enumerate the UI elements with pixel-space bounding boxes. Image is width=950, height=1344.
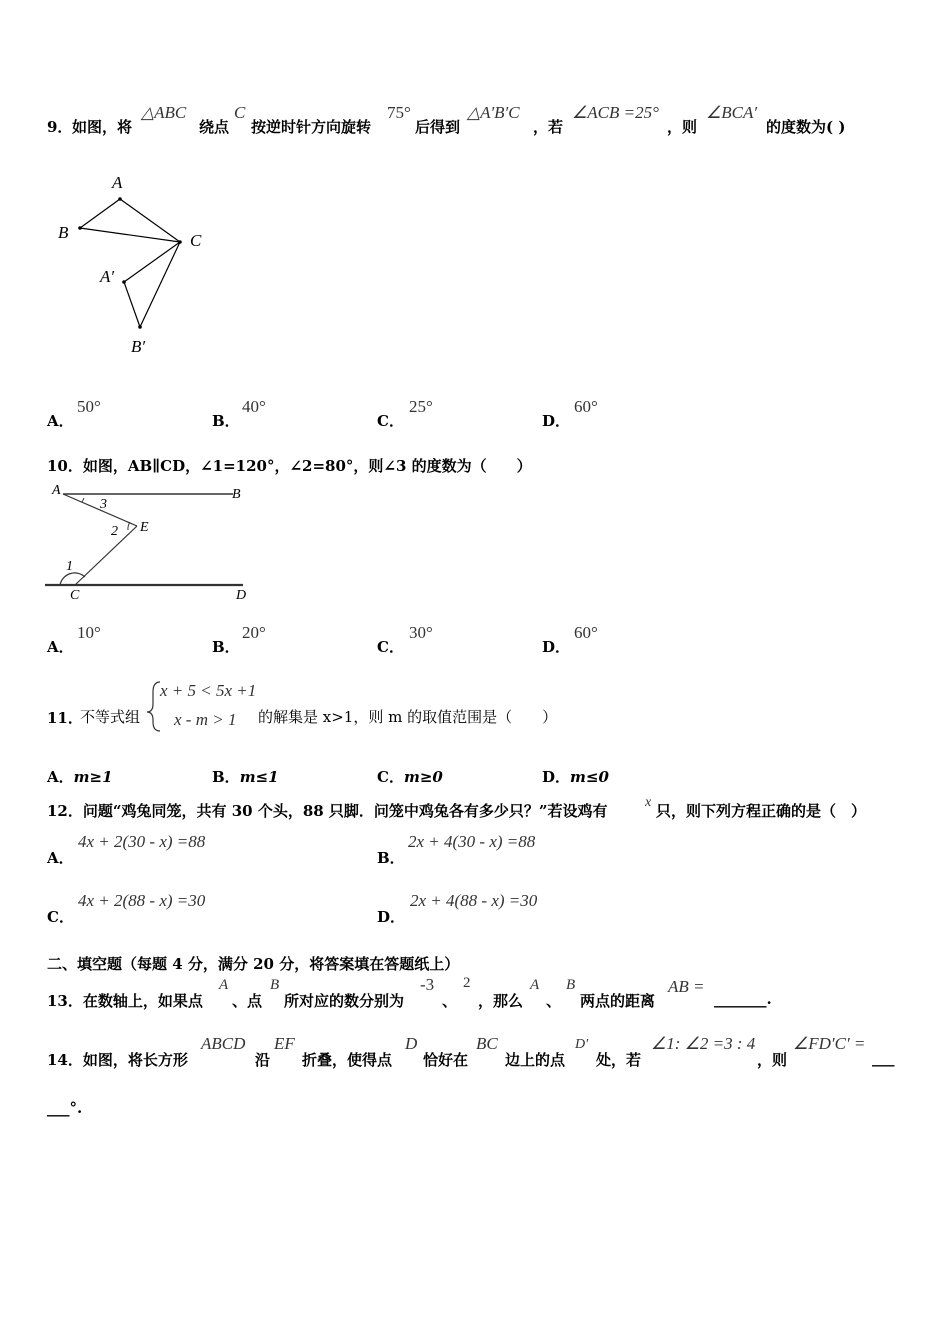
q9-number: 9． (47, 118, 73, 136)
q14-math-abcd: ABCD (201, 1034, 246, 1053)
q14-text-6: 处，若 (596, 1051, 642, 1069)
q10-label-angle-3: 3 (100, 497, 107, 512)
q9-math-angle-bca1: ∠BCA′ (706, 103, 758, 122)
q10-option-b-letter[interactable]: B． (212, 638, 240, 656)
q11-line-1: x + 5 < 5x +1 (160, 681, 257, 700)
q9-text-2: 绕点 (199, 118, 230, 136)
q11-text-1: 不等式组 (80, 708, 141, 726)
q9-label-b1: B′ (131, 337, 146, 356)
q10-label-angle-2: 2 (111, 524, 118, 539)
q13-text-4: 、 (442, 992, 458, 1010)
q13-math-a: A (219, 977, 229, 993)
q12-text-2: 只，则下列方程正确的是（ ） (656, 802, 867, 820)
q14-math-d1: D′ (575, 1037, 589, 1052)
q13-text-1: 13．在数轴上，如果点 (47, 992, 203, 1010)
q13-text-6: 、 (546, 992, 562, 1010)
q12-option-c-value[interactable]: 4x + 2(88 - x) =30 (78, 891, 206, 910)
q11-option-d-value: m≤0 (570, 768, 609, 786)
q12-option-c-letter[interactable]: C． (47, 908, 74, 926)
q11-option-b[interactable] (212, 766, 279, 787)
q11-line-2: x - m > 1 (174, 710, 237, 729)
q11-option-b-value: m≤1 (239, 768, 279, 786)
q13-text-3: 所对应的数分别为 (284, 992, 405, 1010)
q10-option-a-value[interactable]: 10° (77, 623, 101, 642)
q12-option-a-value[interactable]: 4x + 2(30 - x) =88 (78, 832, 206, 851)
q13-text-7: 两点的距离 (580, 992, 656, 1010)
q14-math-ratio: ∠1: ∠2 =3 : 4 (651, 1034, 756, 1053)
q9-math-75: 75° (387, 103, 411, 122)
q11-option-a[interactable] (47, 766, 113, 787)
q10-label-e: E (140, 520, 149, 535)
q11-option-c[interactable] (377, 766, 443, 787)
q12-text-1: 12．问题“鸡兔同笼，共有 30 个头，88 只脚．问笼中鸡兔各有多少只？”若设鸡有 (47, 802, 608, 820)
q13-math-a2: A (530, 977, 540, 993)
q10-text: 10．如图，AB∥CD，∠1=120°，∠2=80°，则∠3 的度数为（ ） (47, 457, 532, 475)
q14-text-1: 14．如图，将长方形 (47, 1051, 188, 1069)
q11-option-a-letter: A． (47, 768, 74, 786)
q13-answer-blank[interactable]: _______. (714, 990, 772, 1008)
q11-option-d-letter: D． (542, 768, 571, 786)
q13-math-ab: AB = (668, 977, 705, 996)
q9-text-7: 的度数为( ) (766, 118, 846, 136)
q13-math-2: 2 (463, 975, 471, 991)
q11-option-c-letter: C． (377, 768, 404, 786)
q9-math-triangle-a1b1c: △A′B′C (467, 103, 520, 122)
q9-option-d-letter[interactable]: D． (542, 412, 571, 430)
q14-text-7: ，则 (757, 1051, 788, 1069)
q11-text-2: 的解集是 x>1，则 m 的取值范围是（ ） (258, 708, 558, 726)
q10-option-a-letter[interactable]: A． (47, 638, 74, 656)
q9-label-c: C (190, 231, 202, 250)
q9-option-b-letter[interactable]: B． (212, 412, 240, 430)
q10-label-angle-1: 1 (66, 559, 73, 574)
q10-option-b-value[interactable]: 20° (242, 623, 266, 642)
q10-label-c: C (70, 588, 80, 603)
q12-option-b-letter[interactable]: B． (377, 849, 405, 867)
q14-text-5: 边上的点 (505, 1051, 566, 1069)
section-2-heading: 二、填空题（每题 4 分，满分 20 分，将答案填在答题纸上） (47, 955, 460, 973)
q13-text-2: 、点 (232, 992, 263, 1010)
q14-text-3: 折叠，使得点 (302, 1051, 393, 1069)
q9-option-a-letter[interactable]: A． (47, 412, 74, 430)
q9-math-triangle-abc: △ABC (141, 103, 187, 122)
q14-math-bc: BC (476, 1034, 498, 1053)
q12-math-x: x (645, 795, 652, 810)
q14-answer-blank-1[interactable]: ___ (872, 1049, 895, 1067)
q11-option-d[interactable] (542, 766, 609, 787)
q9-text-5: ，若 (533, 118, 564, 136)
q10-option-d-letter[interactable]: D． (542, 638, 571, 656)
q9-text-6: ，则 (667, 118, 698, 136)
q14-math-ef: EF (274, 1034, 295, 1053)
q9-label-a1: A′ (100, 267, 115, 286)
q12-option-d-value[interactable]: 2x + 4(88 - x) =30 (410, 891, 538, 910)
q9-label-b: B (58, 223, 69, 242)
q10-label-b: B (232, 487, 241, 502)
q9-option-b-value[interactable]: 40° (242, 397, 266, 416)
q13-text-5: ，那么 (478, 992, 524, 1010)
q10-option-d-value[interactable]: 60° (574, 623, 598, 642)
q10-option-c-value[interactable]: 30° (409, 623, 433, 642)
q14-text-2: 沿 (255, 1051, 271, 1069)
q14-math-d: D (405, 1034, 418, 1053)
q9-option-c-letter[interactable]: C． (377, 412, 404, 430)
q11-number: 11． (47, 709, 83, 727)
q14-text-4: 恰好在 (423, 1051, 469, 1069)
q14-math-angle: ∠FD′C′ = (793, 1034, 866, 1053)
q12-option-b-value[interactable]: 2x + 4(30 - x) =88 (408, 832, 536, 851)
q9-option-d-value[interactable]: 60° (574, 397, 598, 416)
q13-math-b2: B (566, 977, 576, 993)
q9-math-c: C (234, 103, 246, 122)
q9-option-a-value[interactable]: 50° (77, 397, 101, 416)
q9-text-3: 按逆时针方向旋转 (251, 118, 372, 136)
q13-math-b: B (270, 977, 280, 993)
q14-answer-blank-2[interactable]: ___°. (47, 1099, 83, 1117)
q13-math-neg3: -3 (420, 975, 435, 994)
q12-option-a-letter[interactable]: A． (47, 849, 74, 867)
q10-option-c-letter[interactable]: C． (377, 638, 404, 656)
q9-text-4: 后得到 (415, 118, 461, 136)
q10-label-a: A (52, 483, 61, 498)
q9-text-1: 如图，将 (72, 118, 133, 136)
q11-option-c-value: m≥0 (403, 768, 443, 786)
q10-label-d: D (236, 588, 247, 603)
q11-option-a-value: m≥1 (73, 768, 113, 786)
q11-option-b-letter: B． (212, 768, 240, 786)
q9-label-a: A (112, 173, 123, 192)
q9-option-c-value[interactable]: 25° (409, 397, 433, 416)
q9-math-angle-acb: ∠ACB =25° (572, 103, 659, 122)
q12-option-d-letter[interactable]: D． (377, 908, 406, 926)
